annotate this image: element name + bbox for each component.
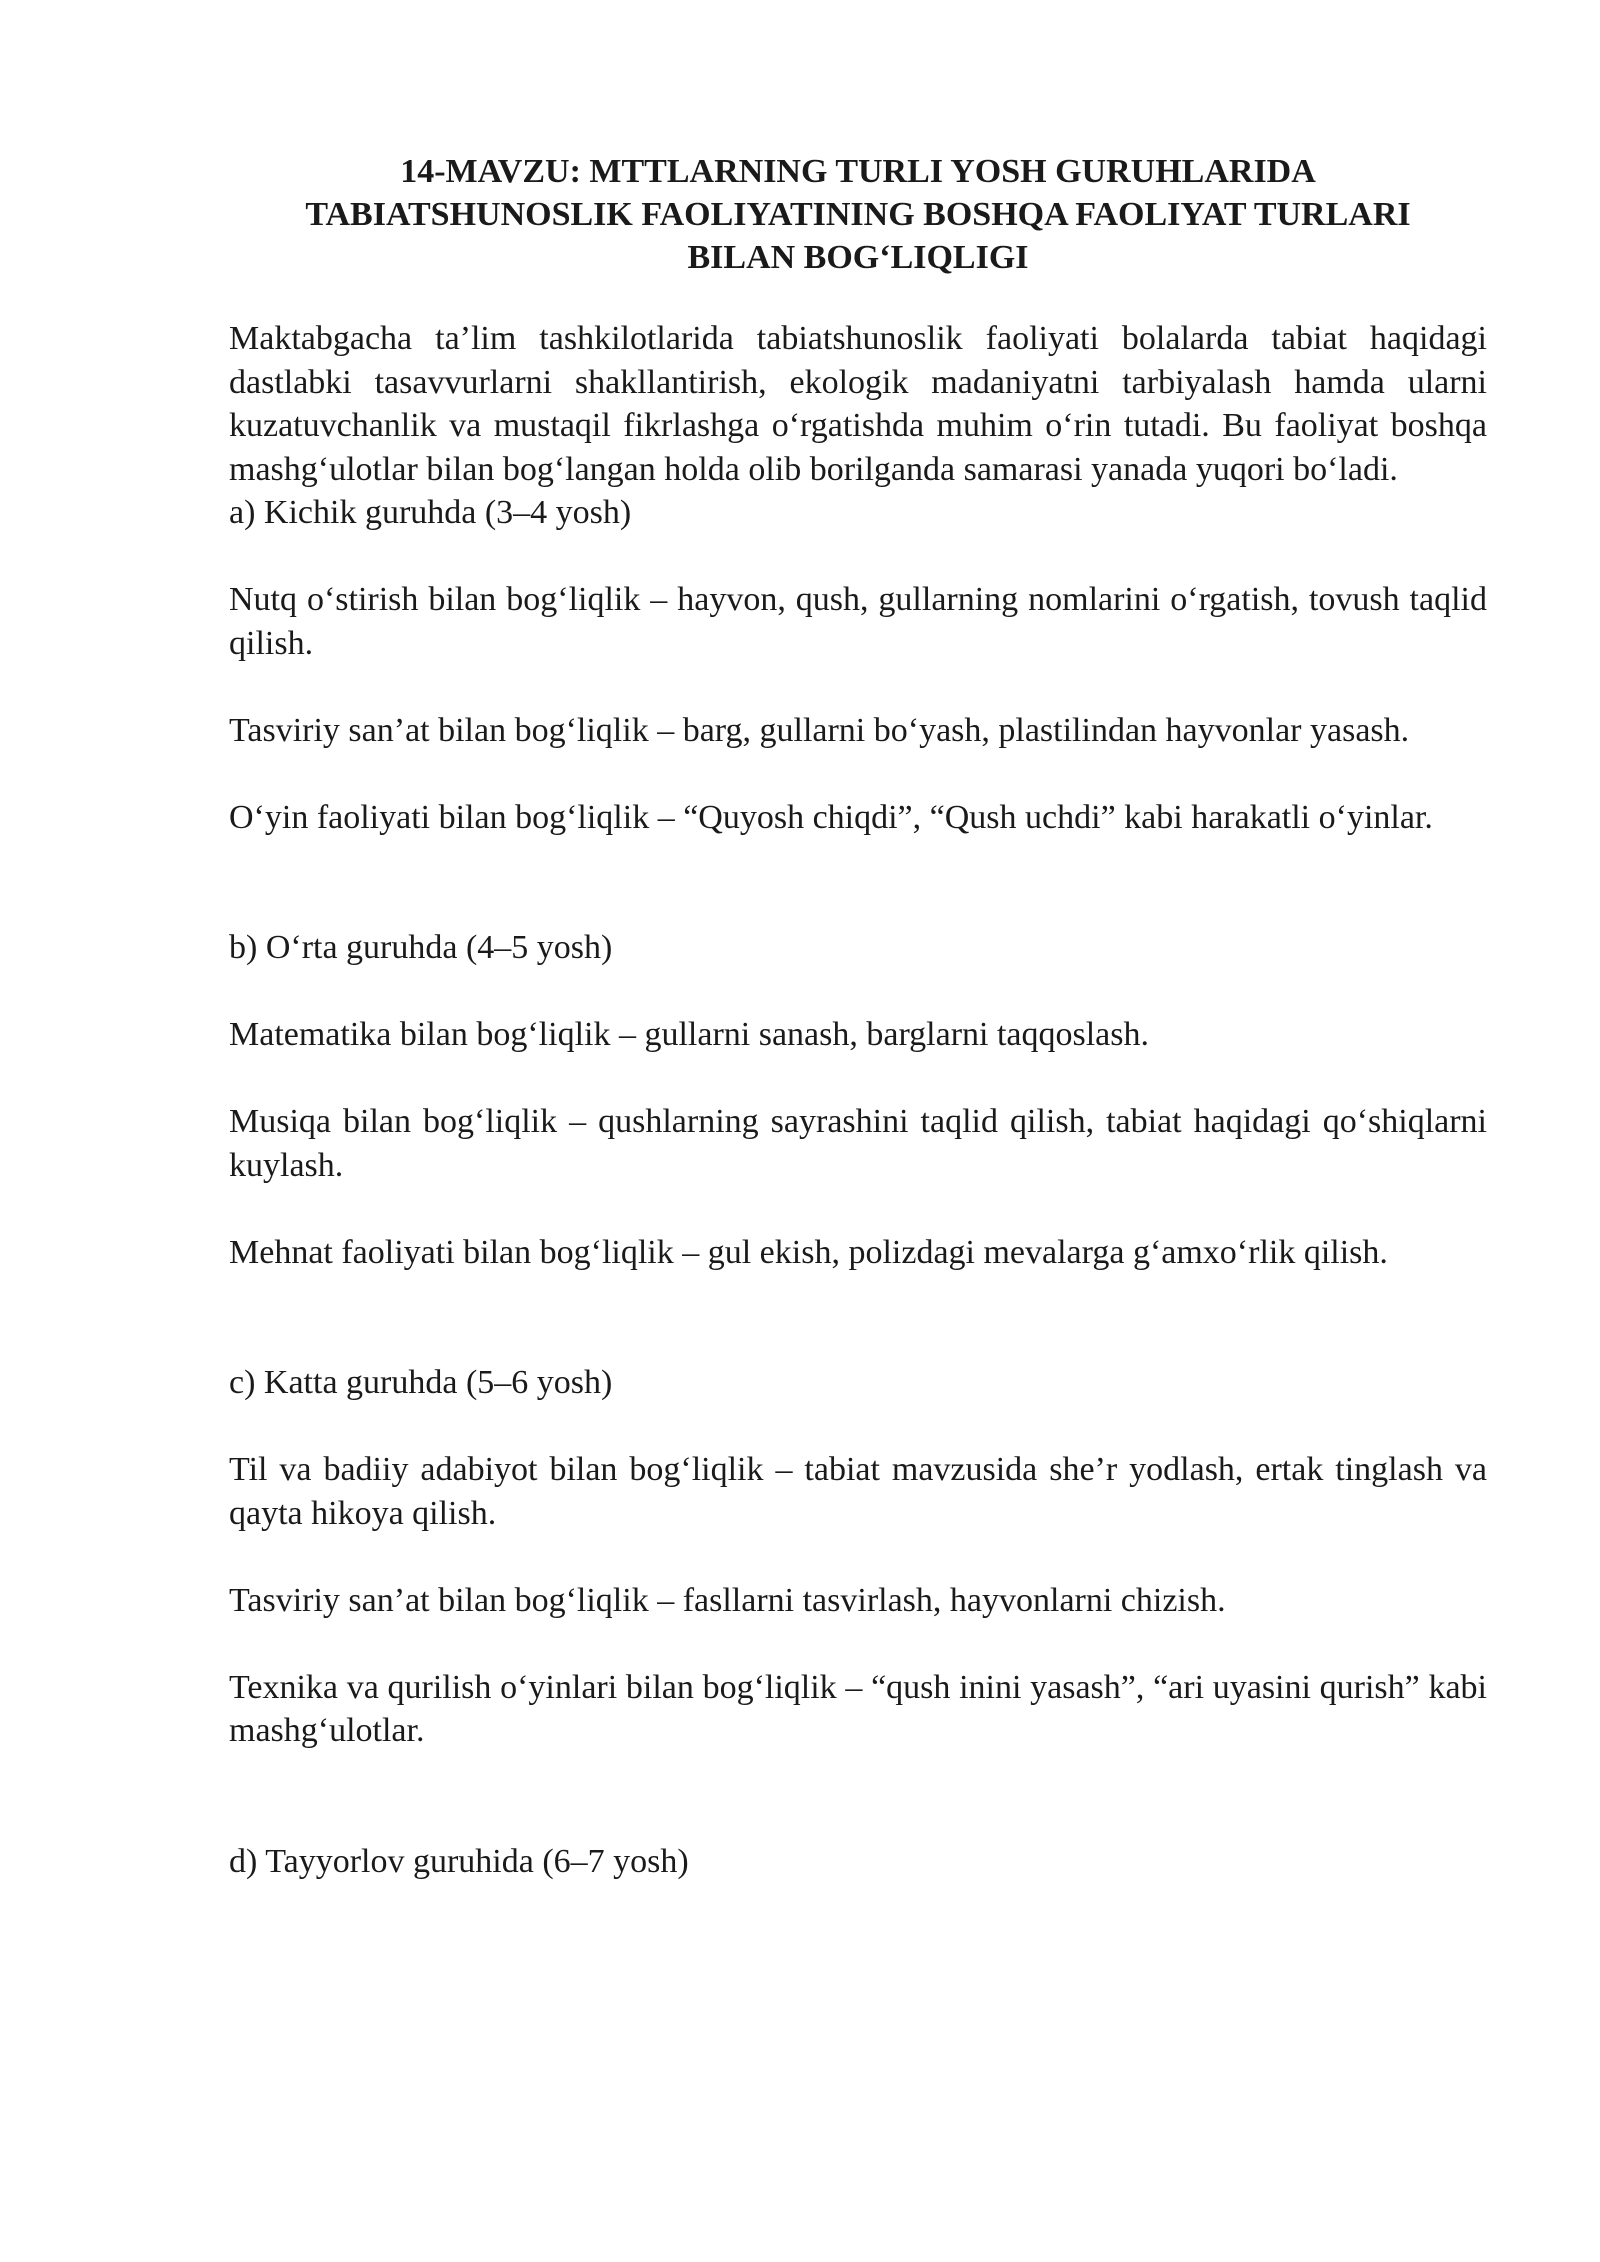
group-a-item-1: Nutq o‘stirish bilan bog‘liqlik – hayvon, qush, gullarning nomlarini o‘rgatish, tovush taqlid qilish. <box>229 581 1487 662</box>
spacer <box>229 1535 1487 1579</box>
spacer <box>229 1753 1487 1840</box>
spacer <box>229 752 1487 796</box>
spacer <box>229 1274 1487 1361</box>
group-a-item-2: Tasviriy san’at bilan bog‘liqlik – barg, gullarni bo‘yash, plastilindan hayvonlar yasash. <box>229 711 1410 749</box>
group-b-item-2: Musiqa bilan bog‘liqlik – qushlarning sayrashini taqlid qilish, tabiat haqidagi qo‘shiqlarni kuylash. <box>229 1103 1487 1184</box>
title-line: TABIATSHUNOSLIK FAOLIYATINING BOSHQA FAOLIYAT TURLARI <box>305 196 1411 233</box>
group-c-item-2: Tasviriy san’at bilan bog‘liqlik – fasllarni tasvirlash, hayvonlarni chizish. <box>229 1581 1226 1619</box>
document-page <box>229 150 1487 1883</box>
group-b-item-3: Mehnat faoliyati bilan bog‘liqlik – gul ekish, polizdagi mevalarga g‘amxo‘rlik qilish. <box>229 1233 1388 1271</box>
spacer <box>229 1405 1487 1449</box>
group-c-item-3: Texnika va qurilish o‘yinlari bilan bog‘liqlik – “qush inini yasash”, “ari uyasini qurish” kabi mashg‘ulotlar. <box>229 1668 1487 1749</box>
group-a-item-3: O‘yin faoliyati bilan bog‘liqlik – “Quyosh chiqdi”, “Qush uchdi” kabi harakatli o‘yinlar. <box>229 798 1433 836</box>
spacer <box>229 665 1487 709</box>
group-heading-d: d) Tayyorlov guruhida (6–7 yosh) <box>229 1842 689 1880</box>
title-line: BILAN BOG‘LIQLIGI <box>687 239 1029 276</box>
group-c-item-1: Til va badiiy adabiyot bilan bog‘liqlik – tabiat mavzusida she’r yodlash, ertak tinglash va qayta hikoya qilish. <box>229 1451 1487 1532</box>
spacer <box>229 839 1487 926</box>
spacer <box>229 535 1487 579</box>
group-heading-c: c) Katta guruhda (5–6 yosh) <box>229 1364 613 1401</box>
group-heading-b: b) O‘rta guruhda (4–5 yosh) <box>229 929 613 966</box>
group-b-item-1: Matematika bilan bog‘liqlik – gullarni sanash, barglarni taqqoslash. <box>229 1016 1150 1053</box>
spacer <box>229 1622 1487 1666</box>
spacer <box>229 1187 1487 1231</box>
spacer <box>229 970 1487 1014</box>
intro-paragraph: Maktabgacha ta’lim tashkilotlarida tabiatshunoslik faoliyati bolalarda tabiat haqidagi dastlabki tasavvurlarni shakllantirish, ekologik madaniyatni tarbiyalash hamda ularni kuzatuvchanlik va mustaqil fikrlashga o‘rgatishda muhim o‘rin tutadi. Bu faoliyat boshqa mashg‘ulotlar bilan bog‘langan holda olib borilganda samarasi yanada yuqori bo‘ladi. <box>229 320 1487 488</box>
group-heading-a: a) Kichik guruhda (3–4 yosh) <box>229 494 632 531</box>
title-line: 14-MAVZU: MTTLARNING TURLI YOSH GURUHLARIDA <box>400 153 1316 190</box>
spacer <box>229 1057 1487 1101</box>
document-title <box>229 150 1487 279</box>
